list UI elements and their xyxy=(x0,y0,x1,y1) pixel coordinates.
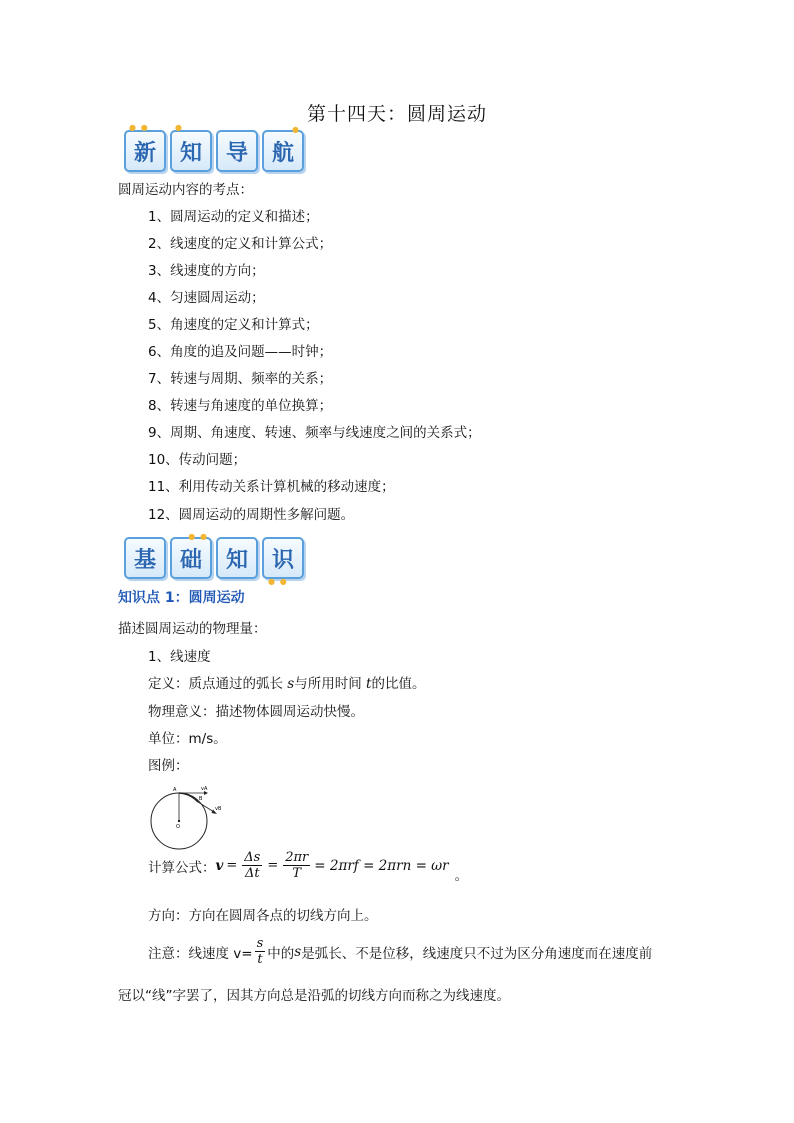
banner-tile: ● ● 础 xyxy=(170,537,212,579)
note-text: 注意：线速度 v= $\frac{s}{t}$ 中的 s 是弧长、不是位移，线速度只不过为区分角速度而在速度前 xyxy=(148,936,653,967)
list-item: 7、转速与周期、频率的关系； xyxy=(148,371,333,387)
unit-text: 单位：m/s。 xyxy=(148,731,227,747)
banner-tile: ● 航 xyxy=(262,130,304,172)
banner-tile: ● 知 xyxy=(170,130,212,172)
sparkle-icon: ● xyxy=(292,125,300,134)
kp-intro: 描述圆周运动的物理量： xyxy=(118,621,267,637)
fraction: $\frac{\Delta s}{\Delta t}$ xyxy=(244,850,261,881)
list-item: 10、传动问题； xyxy=(148,452,247,468)
banner-tile: 知 xyxy=(216,537,258,579)
intro-text: 圆周运动内容的考点： xyxy=(118,182,253,198)
direction-text: 方向：方向在圆周各点的切线方向上。 xyxy=(148,908,378,924)
note-continuation: 冠以“线”字罢了，因其方向总是沿弧的切线方向而称之为线速度。 xyxy=(118,988,510,1004)
item-title: 1、线速度 xyxy=(148,649,211,665)
meaning-text: 物理意义：描述物体圆周运动快慢。 xyxy=(148,704,364,720)
center-point xyxy=(178,820,180,822)
label-b: B xyxy=(199,796,203,802)
label-a: A xyxy=(173,787,177,793)
label-vb: vB xyxy=(215,806,222,812)
label-o: O xyxy=(176,824,180,830)
fraction: $\frac{2\pi r}{T}$ xyxy=(285,850,309,881)
sparkle-icon: ● ● xyxy=(268,577,288,586)
figure-label: 图例： xyxy=(148,758,189,774)
banner-basic-knowledge xyxy=(124,532,304,586)
fraction: $\frac{s}{t}$ xyxy=(256,936,264,967)
banner-tile: ● ● 识 xyxy=(262,537,304,579)
velocity-formula: 计算公式： v = $\frac{\Delta s}{\Delta t}$ = $\frac{2\pi r}{T}$ = 2πrf = 2πrn = ωr 。 xyxy=(148,850,469,884)
list-item: 6、角度的追及问题——时钟； xyxy=(148,344,333,360)
sparkle-icon: ● xyxy=(175,123,183,132)
sparkle-icon: ● ● xyxy=(129,123,149,132)
list-item: 5、角速度的定义和计算式； xyxy=(148,317,319,333)
banner-tile: 基 xyxy=(124,537,166,579)
banner-new-knowledge xyxy=(124,123,304,172)
list-item: 8、转速与角速度的单位换算； xyxy=(148,398,333,414)
arc-segment xyxy=(179,793,198,802)
list-item: 11、利用传动关系计算机械的移动速度； xyxy=(148,479,395,495)
list-item: 12、圆周运动的周期性多解问题。 xyxy=(148,507,355,523)
list-item: 4、匀速圆周运动； xyxy=(148,290,265,306)
page-title: 第十四天：圆周运动 xyxy=(306,103,487,125)
banner-tile: ● ● 新 xyxy=(124,130,166,172)
definition-text: 定义：质点通过的弧长 s与所用时间 t的比值。 xyxy=(148,676,426,692)
list-item: 9、周期、角速度、转速、频率与线速度之间的关系式； xyxy=(148,425,481,441)
section-heading: 知识点 1：圆周运动 xyxy=(118,590,245,606)
banner-tile: 导 xyxy=(216,130,258,172)
label-va: vA xyxy=(201,786,208,792)
list-item: 3、线速度的方向； xyxy=(148,263,265,279)
list-item: 2、线速度的定义和计算公式； xyxy=(148,236,333,252)
list-item: 1、圆周运动的定义和描述； xyxy=(148,209,319,225)
velocity-arrow-b xyxy=(198,802,214,812)
sparkle-icon: ● ● xyxy=(188,532,208,541)
circular-motion-diagram xyxy=(146,780,226,850)
